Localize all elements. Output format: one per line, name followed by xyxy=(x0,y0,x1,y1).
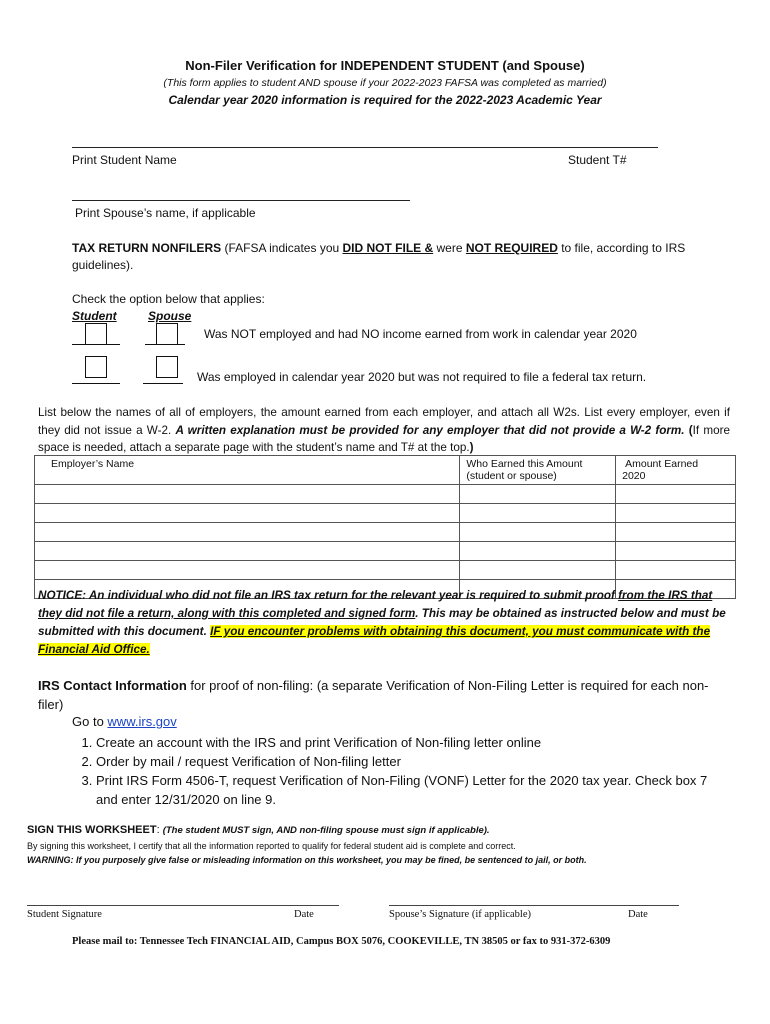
spouse-date-label: Date xyxy=(628,909,648,920)
page-subtitle: (This form applies to student AND spouse if your 2022-2023 FAFSA was completed as married) xyxy=(163,77,607,89)
spouse-option2-checkbox[interactable] xyxy=(156,356,178,378)
nonfilers-heading: TAX RETURN NONFILERS xyxy=(72,241,222,255)
notice-from-irs: from the IRS that they did not file a return, along with this completed and signed form xyxy=(38,589,713,620)
spouse-option1-checkbox[interactable] xyxy=(156,323,178,345)
list-item: 1. Create an account with the IRS and print Verification of Non-filing letter online xyxy=(96,733,716,752)
not-required: NOT REQUIRED xyxy=(465,241,558,255)
notice-paragraph: NOTICE: An individual who did not file an IRS tax return for the relevant year is required to submit proof from the IRS that they did not file a return, along with this completed and signed form. This may be obtained as instructed below and must be submitted with this document. IF you encounter problems with obtaining this document, you must communicate with the Financial Aid Office. xyxy=(38,589,726,656)
spouse-column-label: Spouse xyxy=(148,309,192,323)
employers-table xyxy=(34,455,736,599)
irs-contact-paragraph: IRS Contact Information for proof of non-filing: (a separate Verification of Non-Filing Letter is required for each non-filer) xyxy=(38,678,709,712)
student-signature-field[interactable] xyxy=(27,905,339,906)
list-item: 3. Print IRS Form 4506-T, request Verification of Non-Filing (VONF) Letter for the 2020 tax year. Check box 7 and enter 12/31/2020 on line 9. xyxy=(96,771,716,809)
options-instruction: Check the option below that applies: xyxy=(72,292,265,306)
certify-text: By signing this worksheet, I certify that all the information reported to qualify for federal student aid is complete and correct. xyxy=(27,841,516,851)
page-title: Non-Filer Verification for INDEPENDENT STUDENT (and Spouse) xyxy=(185,58,585,73)
spouse-signature-field[interactable] xyxy=(389,905,679,906)
col-amount-earned: Amount Earned 2020 xyxy=(616,456,736,485)
option2-text: Was employed in calendar year 2020 but was not required to file a federal tax return. xyxy=(197,370,647,384)
mail-instructions: Please mail to: Tennessee Tech FINANCIAL AID, Campus BOX 5076, COOKEVILLE, TN 38505 or fax to 931-372-6309 xyxy=(72,936,611,947)
student-option2-blank xyxy=(72,383,120,384)
table-header-row xyxy=(35,456,736,485)
employers-instructions: List below the names of all of employers, the amount earned from each employer, and attach all W2s. List every employer, even if they did not issue a W-2. A written explanation must be provided for any employer that did not provide a W-2 form. (If more space is needed, attach a separate page with the student’s name and T# at the top.) xyxy=(38,406,731,454)
sign-instruction: (The student MUST sign, AND non-filing spouse must sign if applicable). xyxy=(162,825,490,836)
option1-text: Was NOT employed and had NO income earned from work in calendar year 2020 xyxy=(204,327,637,341)
student-signature-label: Student Signature xyxy=(27,909,102,920)
table-row[interactable] xyxy=(35,504,736,523)
table-row[interactable] xyxy=(35,542,736,561)
spouse-option2-blank xyxy=(143,383,183,384)
student-name-label: Print Student Name xyxy=(72,153,177,167)
student-id-label: Student T# xyxy=(568,153,627,167)
written-explanation-note: A written explanation must be provided for any employer that did not provide a W-2 form. xyxy=(175,423,685,437)
spouse-name-field[interactable] xyxy=(72,200,410,201)
calendar-note: Calendar year 2020 information is required for the 2022-2023 Academic Year xyxy=(168,93,602,107)
spouse-name-label: Print Spouse’s name, if applicable xyxy=(75,206,256,220)
irs-contact-heading: IRS Contact Information xyxy=(38,678,187,693)
student-name-field[interactable] xyxy=(72,147,658,148)
student-option1-checkbox[interactable] xyxy=(85,323,107,345)
spouse-signature-label: Spouse’s Signature (if applicable) xyxy=(389,909,532,920)
irs-goto: Go to www.irs.gov xyxy=(72,714,177,729)
nonfilers-paragraph: TAX RETURN NONFILERS (FAFSA indicates you DID NOT FILE & were NOT REQUIRED to file, according to IRS guidelines). xyxy=(72,241,686,272)
notice-highlight: IF you encounter problems with obtaining this document, you must communicate with the Financial Aid Office. xyxy=(38,625,711,656)
list-item: 2. Order by mail / request Verification of Non-filing letter xyxy=(96,752,716,771)
table-row[interactable] xyxy=(35,485,736,504)
sign-heading-line: SIGN THIS WORKSHEET: (The student MUST sign, AND non-filing spouse must sign if applicable). xyxy=(27,824,490,836)
table-row[interactable] xyxy=(35,523,736,542)
irs-steps-list xyxy=(72,733,716,809)
sign-heading: SIGN THIS WORKSHEET xyxy=(27,824,157,836)
spouse-option1-blank xyxy=(145,344,185,345)
table-row[interactable] xyxy=(35,561,736,580)
warning-text: WARNING: If you purposely give false or misleading information on this worksheet, you may be fined, be sentenced to jail, or both. xyxy=(27,855,587,865)
irs-link[interactable]: www.irs.gov xyxy=(107,714,177,729)
did-not-file: DID NOT FILE & xyxy=(342,241,434,255)
col-who-earned: Who Earned this Amount (student or spouse) xyxy=(460,456,616,485)
col-employer-name: Employer’s Name xyxy=(35,456,460,485)
student-column-label: Student xyxy=(72,309,117,323)
student-option1-blank xyxy=(72,344,120,345)
student-option2-checkbox[interactable] xyxy=(85,356,107,378)
student-date-label: Date xyxy=(294,909,314,920)
